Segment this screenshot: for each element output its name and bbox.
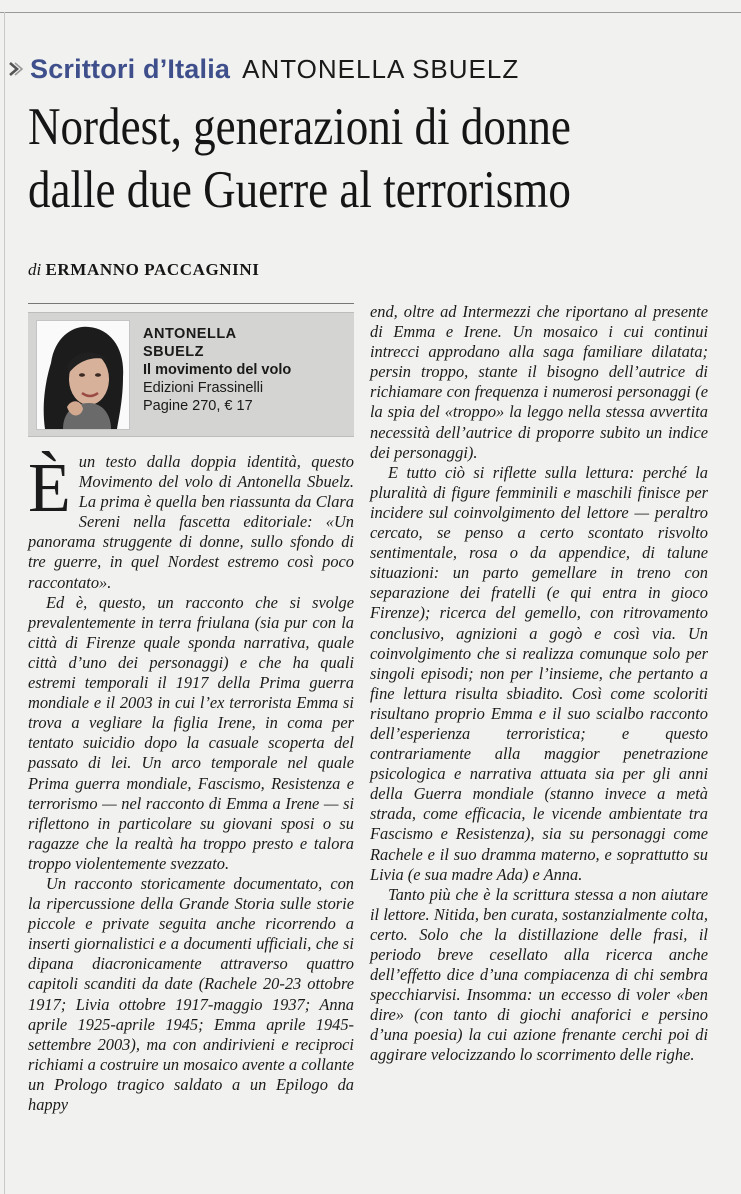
book-title: Il movimento del volo <box>143 362 292 378</box>
book-author-line-2: SBUELZ <box>143 344 204 360</box>
author-portrait-icon <box>37 321 129 429</box>
top-rule <box>0 12 741 13</box>
headline-line-2: dalle due Guerre al terrorismo <box>28 161 571 219</box>
section-rubric: Scrittori d’Italia <box>30 53 231 84</box>
drop-cap: È <box>28 450 71 527</box>
article-paragraph-5: E tutto ciò si riflette sulla lettura: perché la pluralità di figure femminili e maschili finisce per incidere sul coinvolgimento del lettore — peraltro cercato, se penso a certo scontato risvolto sentimentale, rosa o da appendice, di talune situazioni: un parto gemellare in treno con separazione dei fratelli (e qui entra in gioco Firenze); ricerca del gemello, con ritrovamento conclusivo, agnizioni a gogò e così via. Un coinvolgimento che si realizza comunque solo per singoli episodi; non per l’insieme, che pertanto a fine lettura risulta sbiadito. Così come scoloriti risultano proprio Emma e il suo scialbo racconto dell’esperienza terroristica; e questo contrariamente alla maggior penetrazione psicologica e narrativa attuata sia per gli anni della Guerra mondiale (stanno invece a metà strada, come efficacia, le vicende ambientate tra Fascismo e Resistenza), sia su personaggi come Rachele e il suo dramma materno, e soprattutto su Livia (e sua madre Ada) e Anna. <box>370 462 708 884</box>
byline-name: ERMANNO PACCAGNINI <box>45 260 260 279</box>
article-paragraph <box>28 452 354 593</box>
article-column-left <box>28 452 354 1115</box>
book-info-box <box>28 312 354 437</box>
headline-line-1: Nordest, generazioni di donne <box>28 98 571 156</box>
byline <box>28 260 260 280</box>
article-paragraph-2: Ed è, questo, un racconto che si svolge prevalentemente in terra friulana (sia pur con la città di Firenze quale sponda narrativa, quale città d’uno dei personaggi) e che ha quali estremi temporali il 1917 della Prima guerra mondiale e il 2003 in cui l’ex terrorista Emma si trova a vegliare la figlia Irene, in coma per tentato suicidio dopo la casuale scoperta del passato di lei. Un arco temporale nel quale Prima guerra mondiale, Fascismo, Resistenza e terrorismo — nel racconto di Emma a Irene — si riflettono in particolare su giovani sposi o su ragazze che la realtà ha troppo presto e talora troppo violentemente svezzato. <box>28 592 354 873</box>
headline <box>28 96 623 222</box>
article-paragraph-6: Tanto più che è la scrittura stessa a non aiutare il lettore. Nitida, ben curata, sostanzialmente colta, certo. Solo che la distillazione delle frasi, il periodo breve cesellato alla ricerca anche dell’effetto dice d’una compiacenza di chi sembra specchiarvisi. Insomma: un eccesso di voler «ben dire» (con tanto di giochi anaforici e persino d’una poesia) la cui azione frenante cerchi poi di aggirare velocizzando lo scorrimento delle righe. <box>370 884 708 1065</box>
byline-prefix: di <box>28 260 42 279</box>
article-column-right <box>370 302 708 1066</box>
page-edge <box>4 12 5 1194</box>
column-rule <box>28 303 354 304</box>
book-price-pages: Pagine 270, € 17 <box>143 398 253 414</box>
featured-author: ANTONELLA SBUELZ <box>242 53 520 84</box>
book-details <box>143 325 291 415</box>
article-paragraph-4: end, oltre ad Intermezzi che riportano al presente di Emma e Irene. Un mosaico i cui continui intrecci approdano alla saga familiare dilatata; persin troppo, stante il bisogno dell’autrice di richiamare con frequenza i numerosi personaggi (e la spia del «troppo» la leggo nella stessa avvertita necessità dell’autrice di proporre subito un indice dei personaggi). <box>370 302 708 462</box>
book-publisher: Edizioni Frassinelli <box>143 380 264 396</box>
chevron-right-icon <box>6 60 24 78</box>
book-author-line-1: ANTONELLA <box>143 326 237 342</box>
article-paragraph-3: Un racconto storicamente documentato, con la ripercussione della Grande Storia sulle storie piccole e private seguita anche ricorrendo a inserti giornalistici e a documenti ufficiali, che si dipana diacronicamente attraverso quattro capitoli scanditi da date (Rachele 20-23 ottobre 1917; Livia ottobre 1917-maggio 1937; Anna aprile 1925-aprile 1945; Emma aprile 1945-settembre 2003), ma con andirivieni e reciproci richiami a costruire un mosaico avente a collante un Prologo tragico saldato a un Epilogo da happy <box>28 873 354 1114</box>
author-photo <box>36 320 130 430</box>
paragraph-1-text: un testo dalla doppia identità, questo Movimento del volo di Antonella Sbuelz. La prima è quella ben riassunta da Clara Sereni nella fascetta editoriale: «Un panorama struggente di donne, sullo sfondo di tre guerre, in quel Nordest estremo così poco raccontato». <box>28 452 354 592</box>
section-kicker <box>6 52 519 86</box>
